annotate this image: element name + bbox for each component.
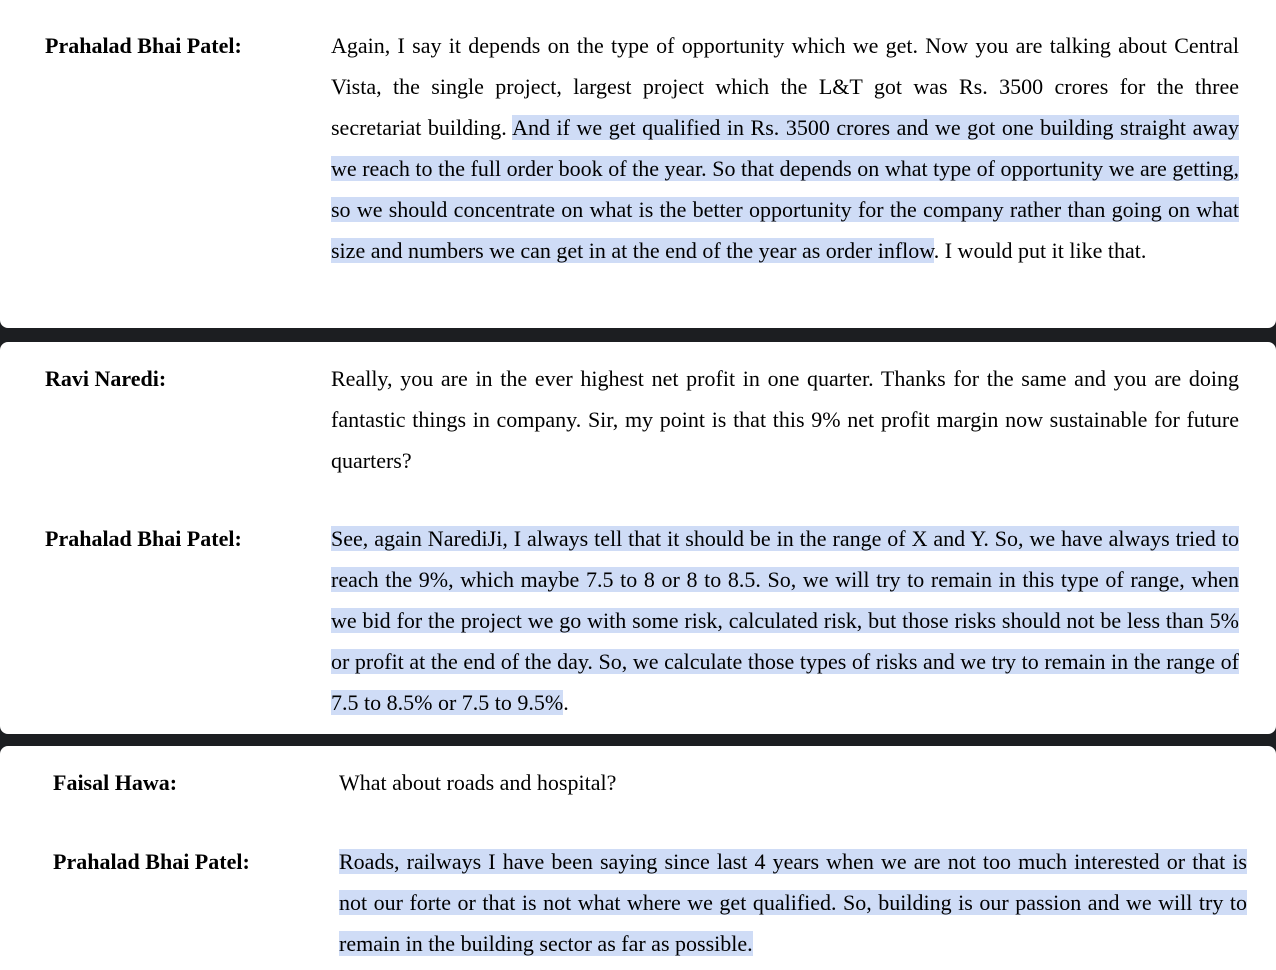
speaker-name: Prahalad Bhai Patel:: [45, 33, 242, 58]
document-page-2: [0, 342, 1276, 734]
text-selection-highlight[interactable]: And if we get qualified in Rs. 3500 crores and we got one building straight away we reach to the full order book of the year. So that depends on what type of opportunity we are getting, so we should concentrate on what is the better opportunity for the company rather than going on what size and numbers we can get in at the end of the year as order inflow: [331, 115, 1239, 263]
speaker-text[interactable]: [339, 841, 1247, 964]
speaker-text[interactable]: [331, 25, 1239, 271]
text-plain: .: [563, 690, 569, 715]
speaker-name: Prahalad Bhai Patel:: [45, 526, 242, 551]
text-plain: Again, I say it depends on the type of opportunity which we get. Now you are talking about Central Vista, the single project, largest project which the L&T got was Rs. 3500 crores for the three secretariat building.: [331, 33, 1239, 140]
speaker-text[interactable]: Really, you are in the ever highest net profit in one quarter. Thanks for the same and you are doing fantastic things in company. Sir, my point is that this 9% net profit margin now sustainable for future quarters?: [331, 366, 1239, 473]
speaker-name: Faisal Hawa:: [53, 770, 178, 795]
text-selection-highlight[interactable]: Roads, railways I have been saying since last 4 years when we are not too much interested or that is not our forte or that is not what where we get qualified. So, building is our passion and we will try to remain in the building sector as far as possible.: [339, 849, 1247, 956]
text-plain: . I would put it like that.: [933, 238, 1147, 263]
document-page-3: [0, 746, 1276, 970]
text-selection-highlight[interactable]: See, again NarediJi, I always tell that it should be in the range of X and Y. So, we have always tried to reach the 9%, which maybe 7.5 to 8 or 8 to 8.5. So, we will try to remain in this type of range, when we bid for the project we go with some risk, calculated risk, but those risks should not be less than 5% or profit at the end of the day. So, we calculate those types of risks and we try to remain in the range of 7.5 to 8.5% or 7.5 to 9.5%: [331, 526, 1239, 715]
speaker-text[interactable]: [331, 518, 1239, 723]
speaker-name: Prahalad Bhai Patel:: [53, 849, 250, 874]
speaker-name: Ravi Naredi:: [45, 366, 167, 391]
document-page-1: [0, 0, 1276, 328]
speaker-text[interactable]: What about roads and hospital?: [339, 770, 617, 795]
